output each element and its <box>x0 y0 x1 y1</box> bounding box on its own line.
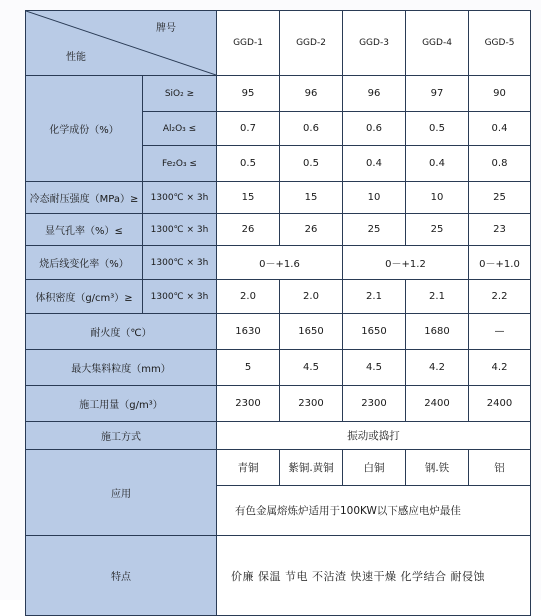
property-label: 性能 <box>66 52 86 63</box>
value-cell: 97 <box>406 76 469 112</box>
value-cell: 10 <box>406 182 469 214</box>
metal-cell: 白铜 <box>343 450 406 486</box>
value-cell: 0－+1.6 <box>217 246 343 280</box>
chemical-name: Al₂O₃ ≤ <box>143 112 217 146</box>
chemical-name: Fe₂O₃ ≤ <box>143 146 217 182</box>
value-cell: 2.1 <box>343 280 406 314</box>
value-cell: 2.2 <box>469 280 531 314</box>
value-cell: 96 <box>280 76 343 112</box>
value-cell: 0－+1.2 <box>343 246 469 280</box>
metal-cell: 钢.铁 <box>406 450 469 486</box>
application-label: 应用 <box>26 450 217 536</box>
value-cell: 1630 <box>217 314 280 350</box>
metal-cell: 铝 <box>469 450 531 486</box>
value-cell: 95 <box>217 76 280 112</box>
value-cell: 90 <box>469 76 531 112</box>
table-row <box>26 76 531 112</box>
value-cell: 2400 <box>406 386 469 422</box>
table-row <box>26 536 531 616</box>
value-cell: 1650 <box>343 314 406 350</box>
value-cell: 2300 <box>280 386 343 422</box>
value-cell: 25 <box>406 214 469 246</box>
table-row <box>26 386 531 422</box>
value-cell: 2.0 <box>280 280 343 314</box>
value-cell: 0.7 <box>217 112 280 146</box>
value-cell: 4.2 <box>469 350 531 386</box>
value-cell: 2.1 <box>406 280 469 314</box>
features-label: 特点 <box>26 536 217 616</box>
value-cell: 26 <box>280 214 343 246</box>
table-row <box>26 214 531 246</box>
metal-cell: 紫铜.黄铜 <box>280 450 343 486</box>
condition-cell: 1300℃ × 3h <box>143 246 217 280</box>
application-note: 有色金属熔炼炉适用于100KW以下感应电炉最佳 <box>217 486 531 536</box>
value-cell: 4.5 <box>343 350 406 386</box>
grade-header: GGD-1 <box>217 11 280 76</box>
value-cell: 0.6 <box>280 112 343 146</box>
chemical-name: SiO₂ ≥ <box>143 76 217 112</box>
grade-header: GGD-5 <box>469 11 531 76</box>
value-cell: 10 <box>343 182 406 214</box>
chemical-label: 化学成份（%） <box>26 76 143 182</box>
value-cell: 5 <box>217 350 280 386</box>
grade-header: GGD-2 <box>280 11 343 76</box>
header-diagonal-cell <box>26 11 217 76</box>
value-cell: 0.5 <box>406 112 469 146</box>
value-cell: 23 <box>469 214 531 246</box>
value-cell: 15 <box>217 182 280 214</box>
grade-header: GGD-4 <box>406 11 469 76</box>
value-cell: 2300 <box>343 386 406 422</box>
grade-label: 牌号 <box>156 23 176 34</box>
value-cell: 96 <box>343 76 406 112</box>
spec-table <box>25 10 531 616</box>
value-cell: 2.0 <box>217 280 280 314</box>
table-row <box>26 450 531 486</box>
value-cell: 0.5 <box>217 146 280 182</box>
row-label: 耐火度（℃） <box>26 314 217 350</box>
metal-cell: 青铜 <box>217 450 280 486</box>
value-cell: 0.4 <box>343 146 406 182</box>
table-row <box>26 246 531 280</box>
row-label: 施工方式 <box>26 422 217 450</box>
value-cell: 25 <box>469 182 531 214</box>
value-cell: 0.4 <box>469 112 531 146</box>
grade-header: GGD-3 <box>343 11 406 76</box>
value-cell: 25 <box>343 214 406 246</box>
condition-cell: 1300℃ × 3h <box>143 214 217 246</box>
table-row <box>26 280 531 314</box>
value-cell: 2300 <box>217 386 280 422</box>
row-label: 最大集料粒度（mm） <box>26 350 217 386</box>
value-cell: 0－+1.0 <box>469 246 531 280</box>
condition-cell: 1300℃ × 3h <box>143 280 217 314</box>
table-row <box>26 314 531 350</box>
row-label: 显气孔率（%）≤ <box>26 214 143 246</box>
table-row <box>26 182 531 214</box>
row-label: 烧后线变化率（%） <box>26 246 143 280</box>
row-label: 施工用量（g/m³） <box>26 386 217 422</box>
value-cell: 0.8 <box>469 146 531 182</box>
value-cell: 1680 <box>406 314 469 350</box>
value-cell: 4.2 <box>406 350 469 386</box>
value-cell: 0.5 <box>280 146 343 182</box>
value-cell: 2400 <box>469 386 531 422</box>
table-row <box>26 422 531 450</box>
value-cell: 0.4 <box>406 146 469 182</box>
row-label: 冷态耐压强度（MPa）≥ <box>26 182 143 214</box>
value-cell: 4.5 <box>280 350 343 386</box>
row-label: 体积密度（g/cm³）≥ <box>26 280 143 314</box>
value-cell: 1650 <box>280 314 343 350</box>
value-cell: 0.6 <box>343 112 406 146</box>
features-value: 价廉 保温 节电 不沾渣 快速干燥 化学结合 耐侵蚀 <box>217 536 531 616</box>
value-cell: 15 <box>280 182 343 214</box>
value-cell: — <box>469 314 531 350</box>
header-row <box>26 11 531 76</box>
value-cell: 26 <box>217 214 280 246</box>
method-value: 振动或捣打 <box>217 422 531 450</box>
table-row <box>26 350 531 386</box>
condition-cell: 1300℃ × 3h <box>143 182 217 214</box>
